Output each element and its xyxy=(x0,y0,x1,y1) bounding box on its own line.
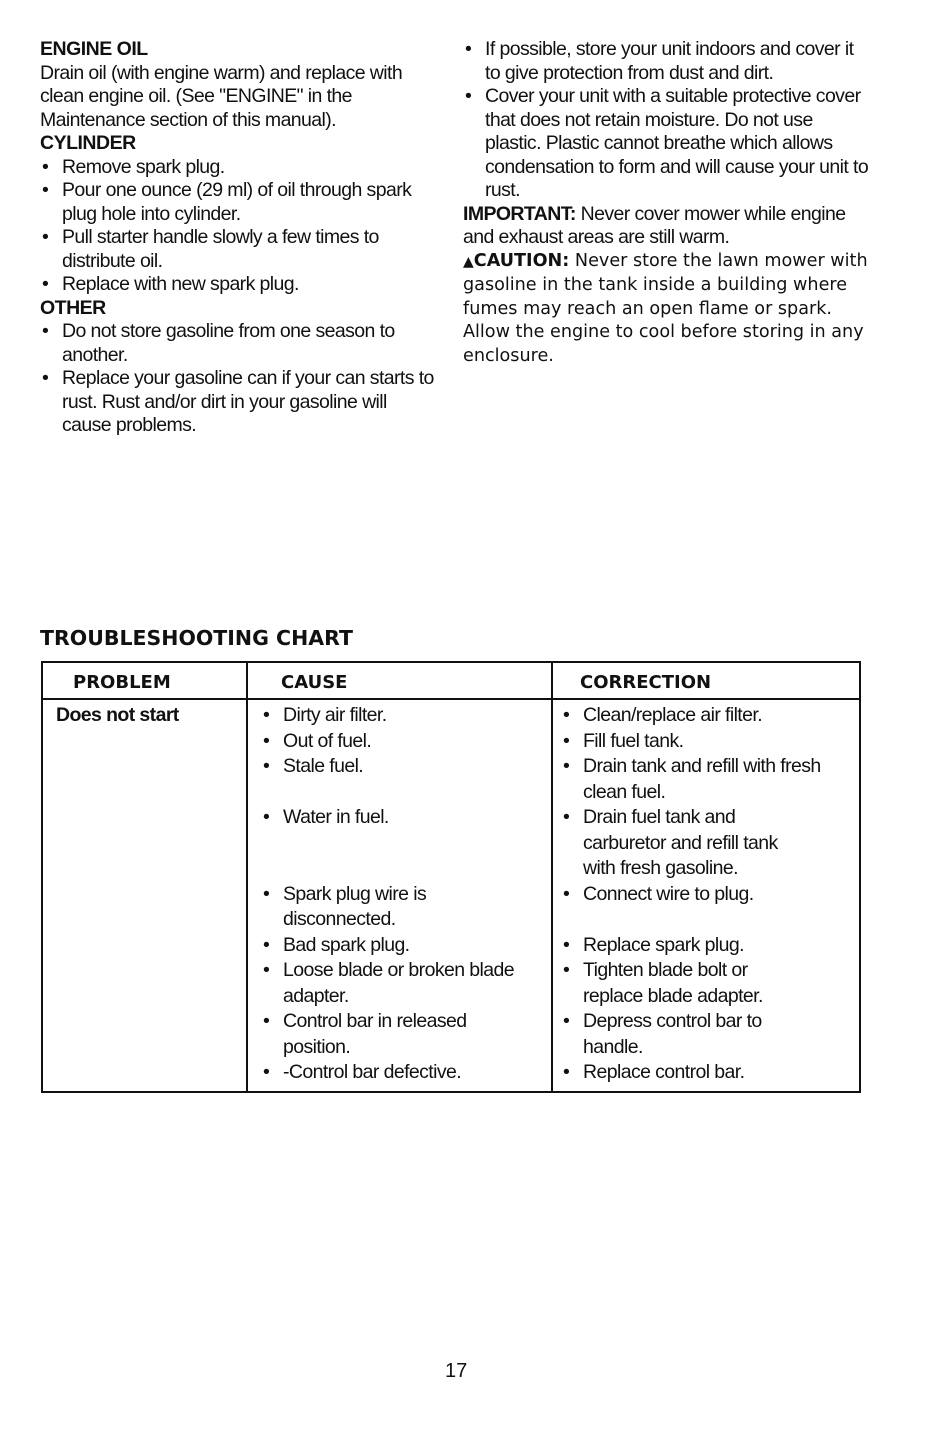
correction-item: • Replace control bar. xyxy=(563,1060,833,1086)
caution-text: Never store the lawn mower with gasoline in the tank inside a building where fumes may reach an open flame or spark. Allow the engine to cool before storing in any enclosure. xyxy=(463,250,868,366)
troubleshooting-title: TROUBLESHOOTING CHART xyxy=(40,626,353,650)
header-problem: PROBLEM xyxy=(73,672,171,693)
left-column xyxy=(40,38,440,438)
header-cause: CAUSE xyxy=(281,672,348,693)
storage-bullet: • Cover your unit with a suitable protective cover that does not retain moisture. Do not use plastic. Plastic cannot breathe which allows condensation to form and will cause your unit to rust. xyxy=(463,85,873,203)
cause-item: • Control bar in released position. xyxy=(263,1009,493,1060)
header-divider xyxy=(43,698,859,700)
cause-item: • Water in fuel. xyxy=(263,805,533,831)
storage-bullet: • If possible, store your unit indoors and cover it to give protection from dust and dirt. xyxy=(463,38,873,85)
important-note xyxy=(463,203,873,250)
cylinder-heading: CYLINDER xyxy=(40,132,136,154)
other-bullet: • Replace your gasoline can if your can starts to rust. Rust and/or dirt in your gasoline will cause problems. xyxy=(40,367,440,438)
correction-item: • Depress control bar to handle. xyxy=(563,1009,788,1060)
important-label: IMPORTANT: xyxy=(463,202,576,225)
correction-item: • Clean/replace air filter. xyxy=(563,703,833,729)
cause-item: • Stale fuel. xyxy=(263,754,533,780)
cause-item: • Dirty air filter. xyxy=(263,703,533,729)
caution-note xyxy=(463,250,873,369)
cause-item: • Bad spark plug. xyxy=(263,933,533,959)
correction-item: • Fill fuel tank. xyxy=(563,729,833,755)
engine-oil-heading: ENGINE OIL xyxy=(40,38,148,60)
important-text: Never cover mower while engine and exhaust areas are still warm. xyxy=(463,202,846,248)
cause-item: • Loose blade or broken blade adapter. xyxy=(263,958,533,1009)
correction-item: • Tighten blade bolt or replace blade adapter. xyxy=(563,958,798,1009)
cylinder-bullet: • Remove spark plug. xyxy=(40,156,440,180)
cause-item: • Out of fuel. xyxy=(263,729,533,755)
cylinder-bullet: • Pull starter handle slowly a few times to distribute oil. xyxy=(40,226,440,273)
header-correction: CORRECTION xyxy=(580,672,712,693)
engine-oil-text: Drain oil (with engine warm) and replace with clean engine oil. (See "ENGINE" in the Maintenance section of this manual). xyxy=(40,61,403,131)
correction-column xyxy=(563,703,833,1086)
cylinder-bullet: • Replace with new spark plug. xyxy=(40,273,440,297)
troubleshooting-table xyxy=(41,661,861,1093)
cause-item: • Spark plug wire is disconnected. xyxy=(263,882,523,933)
cause-item: • -Control bar defective. xyxy=(263,1060,533,1086)
correction-item: • Drain tank and refill with fresh clean fuel. xyxy=(563,754,833,805)
correction-item: • Drain fuel tank and carburetor and refill tank with fresh gasoline. xyxy=(563,805,813,882)
correction-item: • Connect wire to plug. xyxy=(563,882,833,908)
other-heading: OTHER xyxy=(40,296,106,319)
column-divider xyxy=(551,663,553,1091)
cylinder-bullet: • Pour one ounce (29 ml) of oil through spark plug hole into cylinder. xyxy=(40,179,440,226)
page-number: 17 xyxy=(445,1360,468,1382)
other-bullet: • Do not store gasoline from one season to another. xyxy=(40,320,440,367)
right-column xyxy=(463,38,873,368)
column-divider xyxy=(246,663,248,1091)
cause-column xyxy=(263,703,533,1086)
correction-item: • Replace spark plug. xyxy=(563,933,833,959)
problem-cell: Does not start xyxy=(56,704,179,726)
warning-triangle-icon: ▲ xyxy=(463,253,474,270)
caution-label: CAUTION: xyxy=(473,250,570,271)
